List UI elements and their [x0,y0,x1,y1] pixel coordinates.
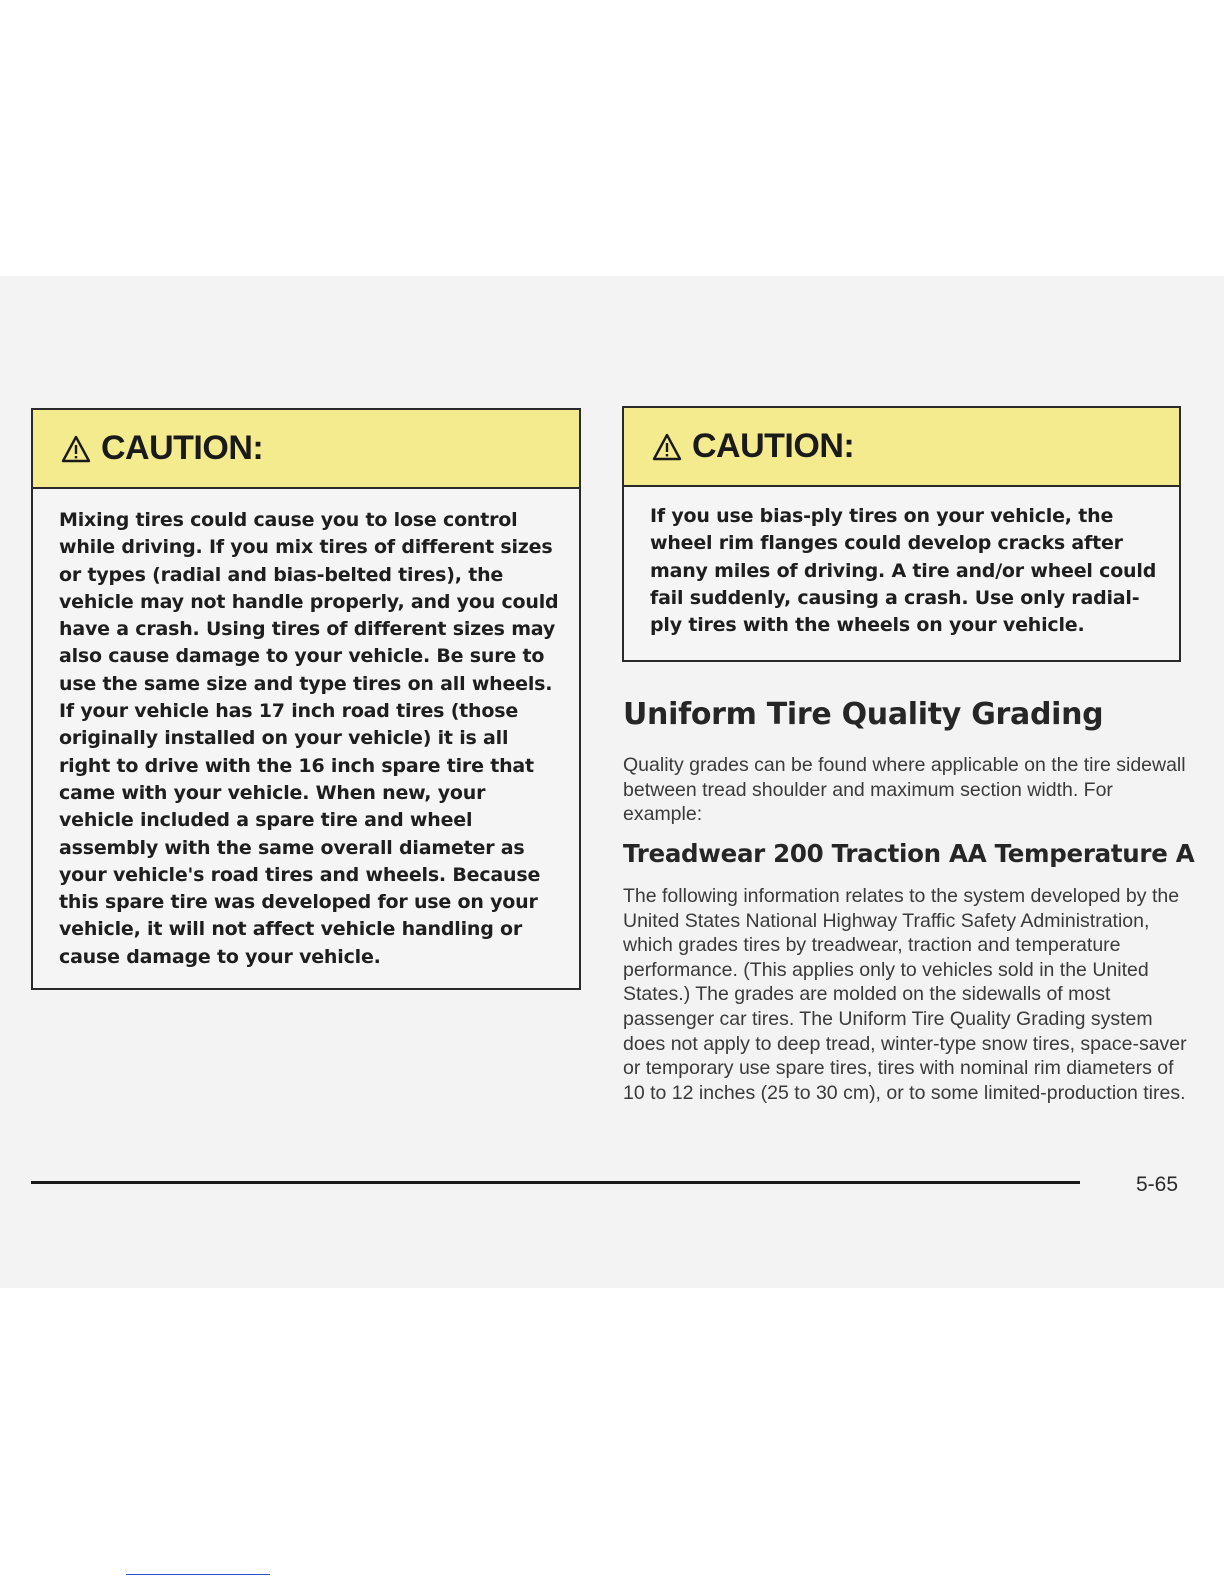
warning-triangle-icon [61,434,91,464]
caution-header [624,408,1179,487]
section-heading: Uniform Tire Quality Grading [623,697,1104,732]
page-number: 5-65 [1136,1173,1179,1196]
intro-paragraph: Quality grades can be found where applicable on the tire sidewall between tread shoulder and maximum section width. For example: [623,754,1186,826]
grading-system-paragraph: The following information relates to the system developed by the United States National Highway Traffic Safety Administration, which grades tires by treadwear, traction and temperature performance. (This applies only to vehicles sold in the United States.) The grades are molded on the sidewalls of most passenger car tires. The Uniform Tire Quality Grading system does not apply to deep tread, winter-type snow tires, space-saver or temporary use spare tires, tires with nominal rim diameters of 10 to 12 inches (25 to 30 cm), or to some limited-production tires. [623,885,1187,1104]
caution-box-mixing-tires [31,408,581,990]
caution-text: Mixing tires could cause you to lose control while driving. If you mix tires of different sizes or types (radial and bias-belted tires), the vehicle may not handle properly, and you could have a crash. Using tires of different sizes may also cause damage to your vehicle. Be sure to use the same size and type tires on all wheels. If your vehicle has 17 inch road tires (those originally installed on your vehicle) it is all right to drive with the 16 inch spare tire that came with your vehicle. When new, your vehicle included a spare tire and wheel assembly with the same overall diameter as your vehicle's road tires and wheels. Because this spare tire was developed for use on your vehicle, it will not affect vehicle handling or cause damage to your vehicle. [59,509,559,968]
caution-header [33,410,579,489]
caution-box-bias-ply [622,406,1181,662]
footer-rule [31,1181,1080,1184]
grade-example-heading: Treadwear 200 Traction AA Temperature A [623,839,1195,868]
caution-title: CAUTION: [101,429,264,467]
caution-title: CAUTION: [692,427,855,465]
caution-text: If you use bias-ply tires on your vehicle, the wheel rim flanges could develop cracks after many miles of driving. A tire and/or wheel could fail suddenly, causing a crash. Use only radial-ply tires with the wheels on your vehicle. [650,505,1157,637]
link-underline [126,1574,270,1575]
warning-triangle-icon [652,432,682,462]
